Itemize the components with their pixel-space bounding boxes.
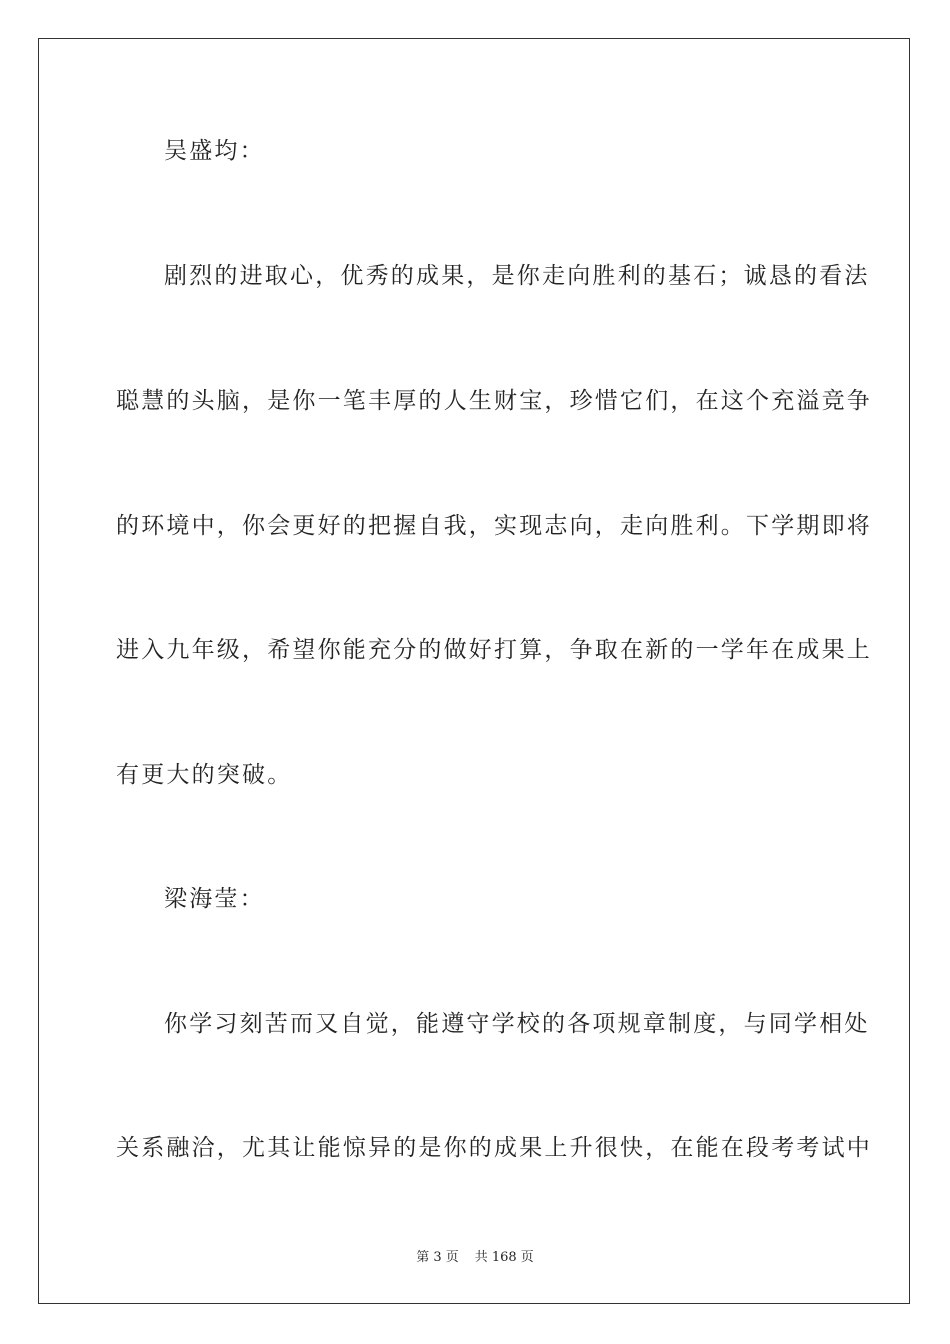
page-total: 共 168 页: [474, 1250, 534, 1265]
paragraph-line: 剧烈的进取心，优秀的成果，是你走向胜利的基石；诚恳的看法: [164, 263, 870, 289]
page-number: 第 3 页: [416, 1250, 459, 1265]
paragraph-heading-wu: 吴盛均：: [164, 138, 265, 164]
paragraph-line: 你学习刻苦而又自觉，能遵守学校的各项规章制度，与同学相处: [164, 1011, 870, 1037]
paragraph-line: 聪慧的头脑，是你一笔丰厚的人生财宝，珍惜它们，在这个充溢竞争: [116, 388, 872, 414]
paragraph-heading-liang: 梁海莹：: [164, 886, 265, 912]
paragraph-line: 关系融洽，尤其让能惊异的是你的成果上升很快，在能在段考考试中: [116, 1135, 872, 1161]
page-frame: [38, 38, 910, 1304]
page-footer: [0, 1246, 950, 1265]
paragraph-line: 有更大的突破。: [116, 762, 293, 788]
paragraph-line: 进入九年级，希望你能充分的做好打算，争取在新的一学年在成果上: [116, 637, 872, 663]
paragraph-line: 的环境中，你会更好的把握自我，实现志向，走向胜利。下学期即将: [116, 513, 872, 539]
